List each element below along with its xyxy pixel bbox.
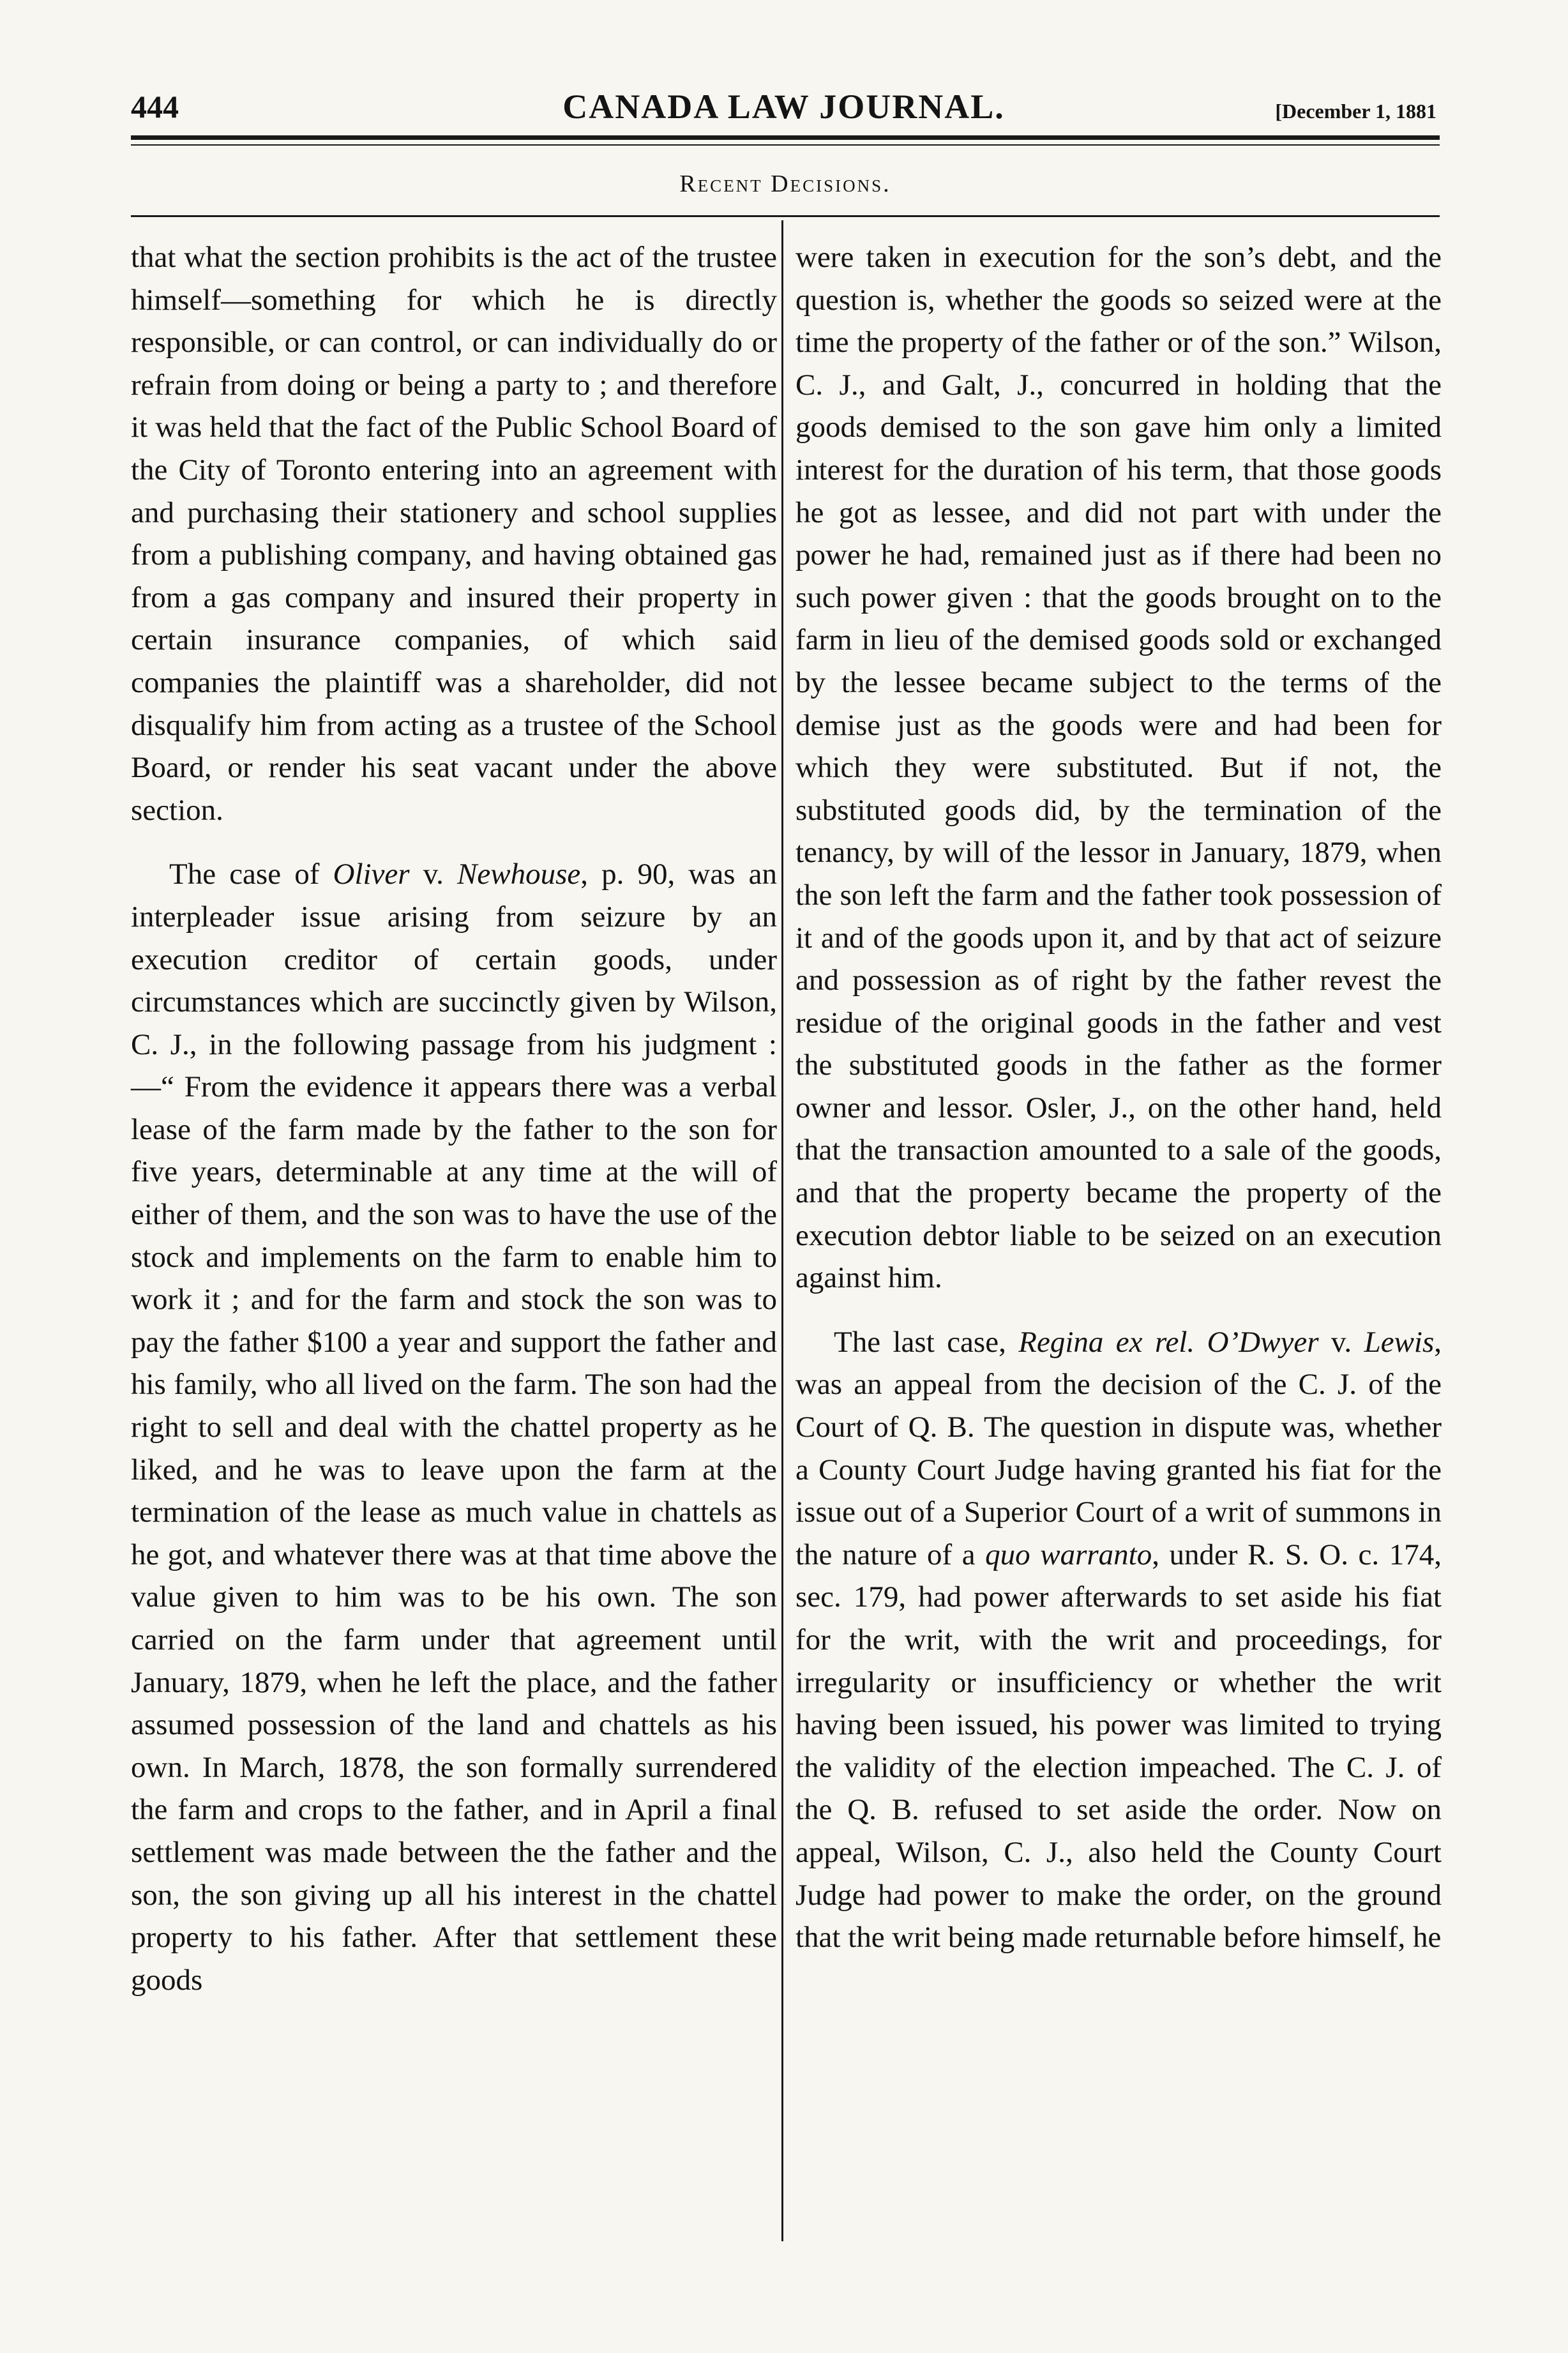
issue-date: [December 1, 1881 — [1275, 100, 1436, 123]
left-paragraph-1: that what the section prohibits is the act of the trustee himself—something for which he is directly responsible, or can control, or can individually do or refrain from doing or being a party to ; and therefore it was held that the fact of the Public School Board of the City of Toronto entering into an agreement with and purchasing their stationery and school supplies from a publishing company, and having obtained gas from a gas company and insured their property in certain insurance companies, of which said companies the plaintiff was a shareholder, did not disqualify him from acting as a trustee of the School Board, or render his seat vacant under the above section. — [131, 241, 777, 827]
case-name-newhouse: Newhouse — [457, 858, 581, 891]
case-name-lewis: Lewis — [1364, 1325, 1435, 1359]
section-rule — [131, 215, 1440, 217]
section-title: Recent Decisions. — [679, 170, 891, 197]
page-header — [131, 82, 1436, 133]
left-p2-versus: v. — [409, 858, 458, 891]
case-name-regina: Regina ex rel. O’Dwyer — [1018, 1325, 1319, 1359]
page-number: 444 — [131, 89, 179, 125]
right-column — [795, 236, 1442, 1959]
journal-title: CANADA LAW JOURNAL. — [562, 87, 1005, 126]
left-p2-lead: The case of — [169, 858, 333, 891]
left-p2-body: , p. 90, was an interpleader issue arising from seizure by an execution creditor of certain goods, under circumstances which are succinctly given by Wilson, C. J., in the following passage from his judgment :—“ From the evidence it appears there was a verbal lease of the farm made by the father to the son for five years, determinable at any time at the will of either of them, and the son was to have the use of the stock and implements on the farm to enable him to work it ; and for the farm and stock the son was to pay the father $100 a year and support the father and his family, who all lived on the farm. The son had the right to sell and deal with the chattel property as he liked, and he was to leave upon the farm at the termination of the lease as much value in chattels as he got, and whatever there was at that time above the value given to him was to be his own. The son carried on the farm under that agreement until January, 1879, when he left the place, and the father assumed possession of the land and chattels as his own. In March, 1878, the son formally surrendered the farm and crops to the father, and in April a final settlement was made between the the father and the son, the son giving up all his interest in the chattel property to his father. After that settlement these goods — [131, 858, 777, 1997]
right-paragraph-1: were taken in execution for the son’s debt, and the question is, whether the goods so seized were at the time the property of the father or of the son.” Wilson, C. J., and Galt, J., concurred in holding that the goods demised to the son gave him only a limited interest for the duration of his term, that those goods he got as lessee, and did not part with under the power he had, remained just as if there had been no such power given : that the goods brought on to the farm in lieu of the demised goods sold or exchanged by the lessee became subject to the terms of the demise just as the goods were and had been for which they were substituted. But if not, the substituted goods did, by the termination of the tenancy, by will of the lessor in January, 1879, when the son left the farm and the father took possession of it and of the goods upon it, and by that act of seizure and possession as of right by the father revest the residue of the original goods in the father and vest the substituted goods in the father as the former owner and lessor. Osler, J., on the other hand, held that the transaction amounted to a sale of the goods, and that the property became the property of the execution debtor liable to be seized on an execution against him. — [795, 241, 1442, 1295]
right-p2-lead: The last case, — [834, 1325, 1019, 1359]
header-rule-thick — [131, 135, 1440, 140]
quo-warranto-term: quo warranto — [985, 1538, 1152, 1571]
header-rule-thin — [131, 144, 1440, 146]
column-divider — [781, 220, 783, 2241]
right-paragraph-2 — [795, 1321, 1442, 1959]
left-column — [131, 236, 777, 2001]
right-p2-body: , under R. S. O. c. 174, sec. 179, had power afterwards to set aside his fiat for the writ, with the writ and proceedings, for irregularity or insufficiency or whether the writ having been issued, his power was limited to trying the validity of the election impeached. The C. J. of the Q. B. refused to set aside the order. Now on appeal, Wilson, C. J., also held the County Court Judge had power to make the order, on the ground that the writ being made returnable before himself, he — [795, 1538, 1442, 1955]
right-p2-middle: , was an appeal from the decision of the C. J. of the Court of Q. B. The question in dispute was, whether a County Court Judge having granted his fiat for the issue out of a Superior Court of a writ of summons in the nature of a — [795, 1325, 1442, 1571]
left-paragraph-2 — [131, 853, 777, 2001]
right-p2-versus: v. — [1318, 1325, 1364, 1359]
case-name-oliver: Oliver — [333, 858, 410, 891]
